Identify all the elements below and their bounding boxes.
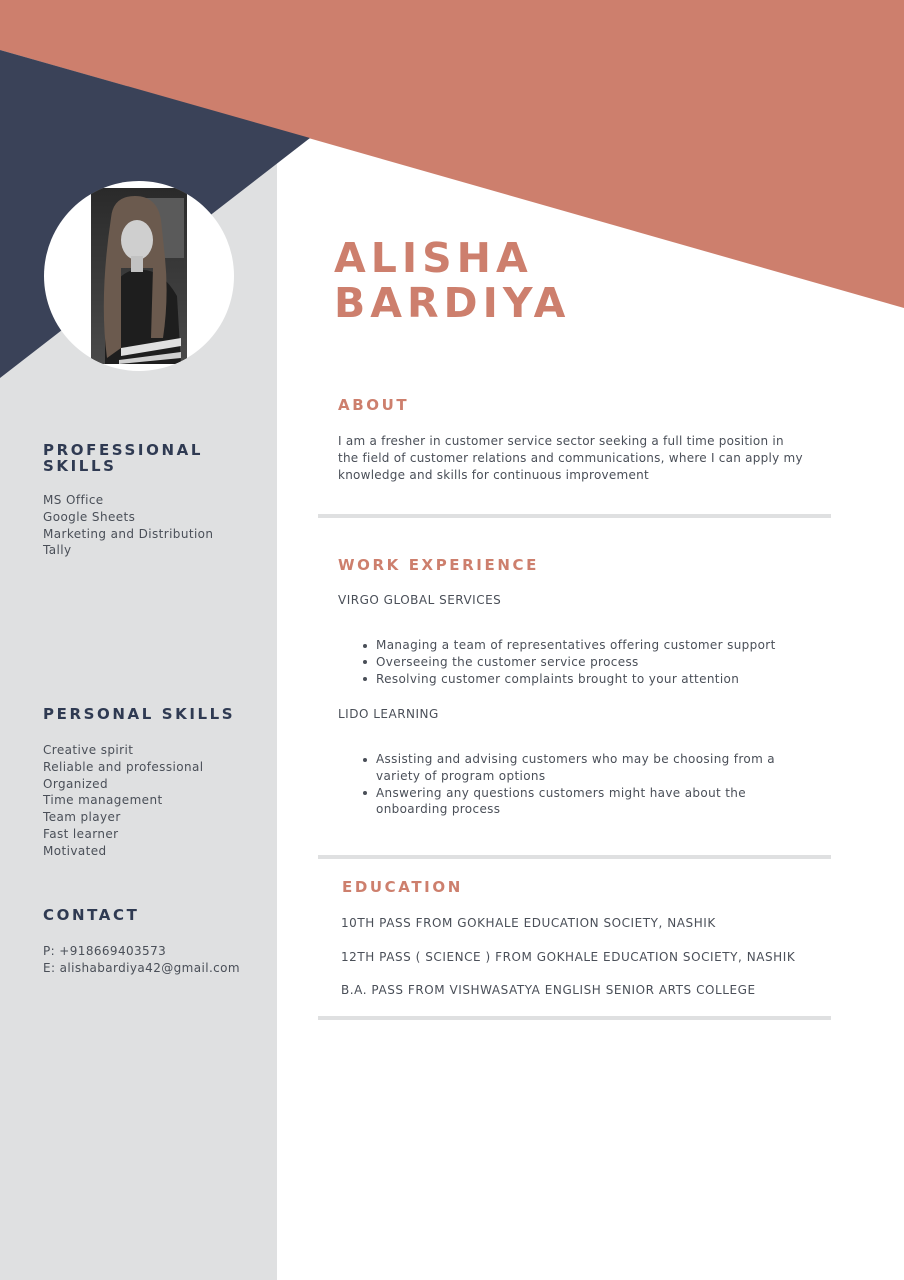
personal-skills-heading: PERSONAL SKILLS [43, 705, 236, 723]
contact-email: E: alishabardiya42@gmail.com [43, 960, 241, 975]
candidate-name [334, 236, 570, 326]
professional-skills-list [43, 492, 213, 559]
job-duties-list [363, 637, 813, 687]
professional-skills-heading-line1: PROFESSIONAL [43, 441, 203, 459]
profile-photo [91, 188, 187, 364]
personal-skill-item: Creative spirit [43, 743, 134, 757]
personal-skill-item: Reliable and professional [43, 759, 204, 774]
education-heading: EDUCATION [342, 878, 463, 896]
job-duty-item: Overseeing the customer service process [363, 654, 813, 671]
personal-skill-item: Fast learner [43, 826, 119, 841]
education-item: B.A. PASS FROM VISHWASATYA ENGLISH SENIOR ARTS COLLEGE [341, 983, 756, 997]
professional-skills-heading [43, 442, 203, 474]
contact-phone: P: +918669403573 [43, 944, 167, 958]
section-divider [318, 514, 831, 518]
professional-skill-item: MS Office [43, 493, 104, 507]
personal-skill-item: Motivated [43, 843, 107, 858]
work-experience-heading: WORK EXPERIENCE [338, 556, 539, 574]
education-item: 10TH PASS FROM GOKHALE EDUCATION SOCIETY, NASHIK [341, 916, 716, 930]
last-name: BARDIYA [334, 279, 571, 327]
about-heading: ABOUT [338, 396, 410, 414]
job-duty-item: Assisting and advising customers who may be choosing from a variety of program options [363, 751, 813, 785]
job-duties-list [363, 751, 813, 818]
section-divider [318, 855, 831, 859]
professional-skill-item: Marketing and Distribution [43, 526, 214, 541]
personal-skills-list [43, 742, 203, 860]
professional-skill-item: Tally [43, 543, 72, 558]
job-company: LIDO LEARNING [338, 707, 439, 721]
job-company: VIRGO GLOBAL SERVICES [338, 593, 502, 607]
job-duty-item: Resolving customer complaints brought to your attention [363, 671, 813, 688]
section-divider [318, 1016, 831, 1020]
personal-skill-item: Team player [43, 810, 121, 825]
contact-list [43, 943, 240, 977]
first-name: ALISHA [334, 234, 533, 282]
job-duty-item: Managing a team of representatives offering customer support [363, 637, 813, 654]
about-text: I am a fresher in customer service sector seeking a full time position in the field of customer relations and communications, where I can apply my knowledge and skills for continuous improvement [338, 434, 803, 482]
personal-skill-item: Organized [43, 776, 108, 791]
profile-photo-frame [44, 181, 234, 371]
education-item: 12TH PASS ( SCIENCE ) FROM GOKHALE EDUCATION SOCIETY, NASHIK [341, 950, 796, 964]
contact-heading: CONTACT [43, 906, 140, 924]
personal-skill-item: Time management [43, 793, 163, 808]
professional-skills-heading-line2: SKILLS [43, 457, 117, 475]
professional-skill-item: Google Sheets [43, 509, 136, 524]
job-duty-item: Answering any questions customers might have about the onboarding process [363, 785, 813, 819]
